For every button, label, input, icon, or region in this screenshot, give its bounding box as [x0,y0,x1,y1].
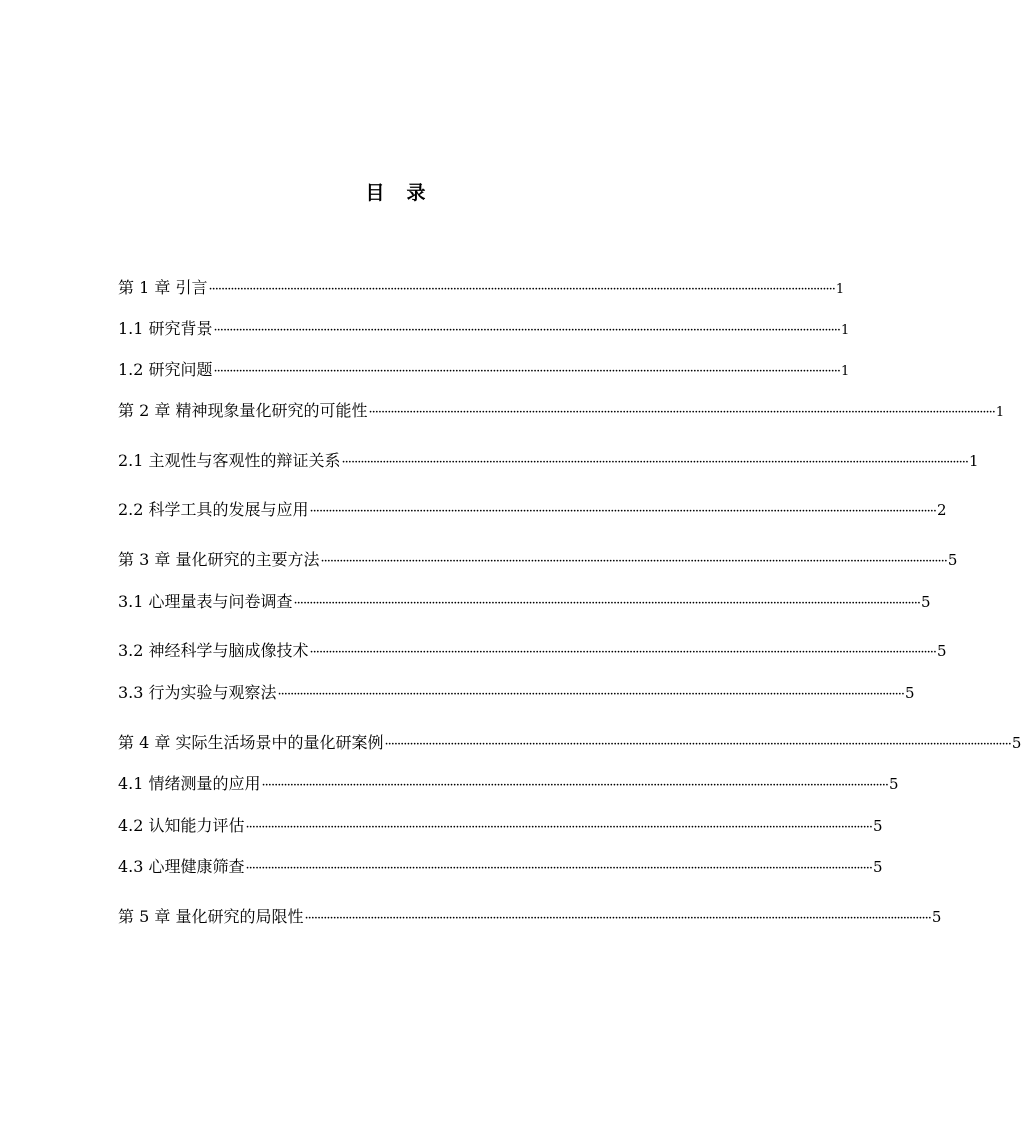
toc-leader-dots: ········································································································································································································ [245,861,873,876]
toc-entry-label: 1.1 研究背景 [118,319,213,338]
toc-leader-dots: ········································································································································································································ [304,911,931,926]
toc-entry-page: 2 [937,501,947,519]
toc-entry-label: 第 1 章 引言 [118,278,208,297]
toc-entry-page: 1 [969,452,979,470]
toc-entry-label: 第 5 章 量化研究的局限性 [118,907,304,926]
toc-entry[interactable] [118,497,947,520]
toc-entry-label: 4.2 认知能力评估 [118,816,245,835]
toc-leader-dots: ········································································································································································································ [245,820,873,835]
toc-entry-page: 5 [873,817,883,835]
toc-leader-dots: ········································································································································································································ [277,687,905,702]
toc-entry[interactable] [118,904,942,927]
toc-leader-dots: ········································································································································································································ [320,554,947,569]
toc-entry-page: 5 [889,775,899,793]
toc-entry[interactable] [118,398,1005,421]
toc-entry-page: 5 [873,858,883,876]
toc-leader-dots: ········································································································································································································ [208,282,835,297]
toc-leader-dots: ········································································································································································································ [309,645,937,660]
toc-leader-dots: ········································································································································································································ [293,596,921,611]
toc-entry-label: 第 4 章 实际生活场景中的量化研案例 [118,733,384,752]
toc-leader-dots: ········································································································································································································ [309,504,937,519]
toc-entry-page: 1 [841,323,850,338]
toc-entry-label: 4.3 心理健康筛查 [118,857,245,876]
toc-entry-page: 5 [1011,734,1021,752]
toc-entry[interactable] [118,638,947,661]
toc-entry-label: 2.2 科学工具的发展与应用 [118,500,309,519]
toc-entry-page: 1 [835,282,845,297]
toc-entry[interactable] [118,680,915,703]
toc-entry[interactable] [118,316,850,339]
toc-entry-page: 1 [841,364,850,379]
toc-leader-dots: ········································································································································································································ [261,778,889,793]
toc-entry-label: 3.1 心理量表与问卷调查 [118,592,293,611]
toc-leader-dots: ········································································································································································································ [368,405,995,420]
toc-entry-page: 5 [947,551,958,569]
toc-entry-label: 3.3 行为实验与观察法 [118,683,277,702]
toc-entry[interactable] [118,813,883,836]
toc-entry[interactable] [118,275,845,298]
toc-entry-label: 1.2 研究问题 [118,360,213,379]
toc-entry-page: 5 [905,684,915,702]
toc-entry-page: 5 [937,642,947,660]
toc-entry[interactable] [118,547,958,570]
toc-entry-label: 第 2 章 精神现象量化研究的可能性 [118,401,368,420]
toc-entry[interactable] [118,730,1021,753]
toc-leader-dots: ········································································································································································································ [341,455,969,470]
toc-entry-label: 第 3 章 量化研究的主要方法 [118,550,320,569]
toc-leader-dots: ········································································································································································································ [213,364,841,379]
toc-entry[interactable] [118,589,931,612]
toc-entry-label: 2.1 主观性与客观性的辩证关系 [118,451,341,470]
toc-entry[interactable] [118,854,883,877]
title-part-2: 录 [406,182,428,204]
toc-entry-page: 5 [931,908,942,926]
toc-entry[interactable] [118,357,850,380]
toc-entry[interactable] [118,448,979,471]
toc-entry[interactable] [118,771,899,794]
toc-leader-dots: ········································································································································································································ [384,737,1011,752]
toc-entry-page: 5 [921,593,931,611]
toc-entry-page: 1 [995,405,1005,420]
page-title [0,178,793,205]
title-part-1: 目 [365,182,387,204]
toc-entry-label: 3.2 神经科学与脑成像技术 [118,641,309,660]
toc-entry-label: 4.1 情绪测量的应用 [118,774,261,793]
toc-leader-dots: ········································································································································································································ [213,323,841,338]
